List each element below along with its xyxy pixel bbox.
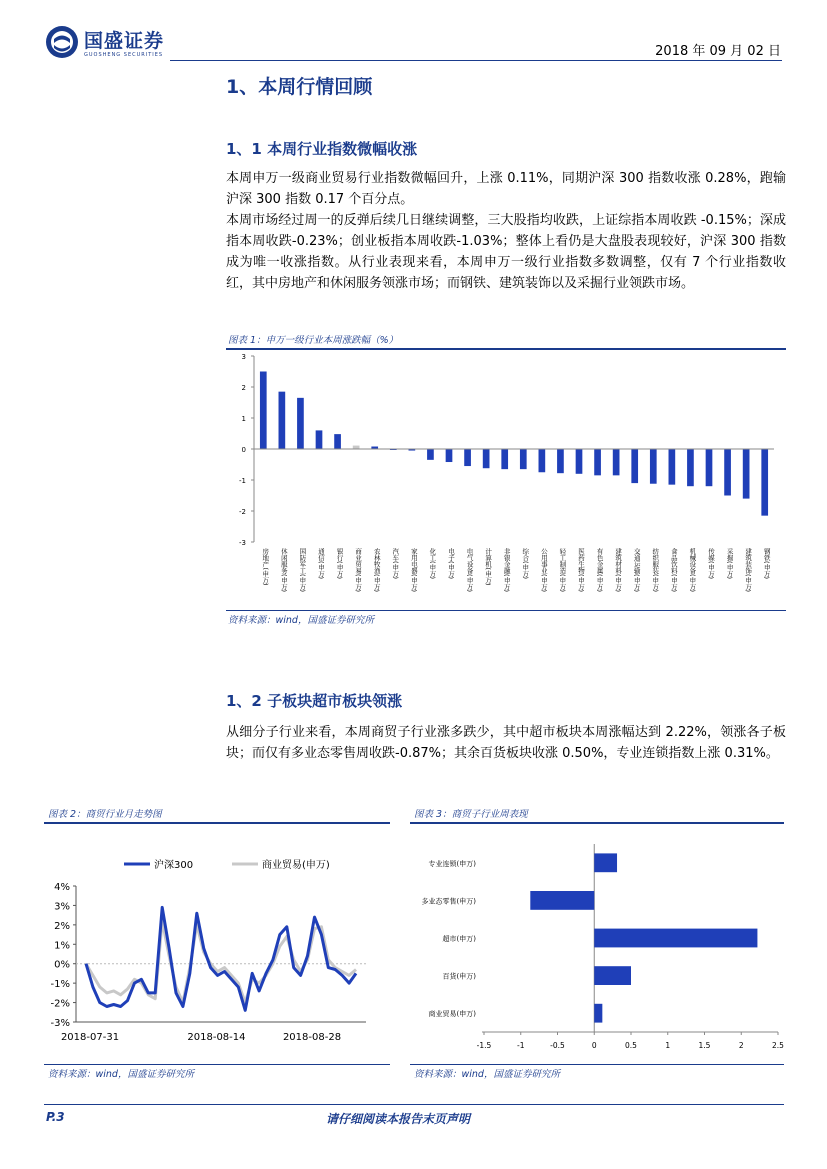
- logo-subtitle: GUOSHENG SECURITIES: [84, 52, 164, 58]
- bar: [353, 446, 360, 449]
- y-tick-label: 超市(申万): [442, 935, 476, 943]
- figure3-bottom-rule: [410, 1064, 784, 1065]
- x-tick-label: 采掘(申万): [725, 548, 734, 580]
- x-tick-label: 电子(申万): [447, 548, 455, 580]
- company-logo: [44, 24, 80, 60]
- bar: [706, 449, 713, 486]
- x-tick-label: 休闲服务(申万): [279, 548, 288, 593]
- series-line: [86, 921, 356, 1003]
- series-line: [86, 907, 356, 1010]
- figure1-caption: 图表 1：申万一级行业本周涨跌幅（%）: [228, 335, 399, 346]
- x-tick-label: 计算机(申万): [484, 548, 493, 586]
- x-tick-label: 交通运输(申万): [632, 548, 641, 593]
- bar: [743, 449, 750, 499]
- x-tick-label: 1.5: [698, 1041, 711, 1050]
- x-tick-label: 传媒(申万): [707, 548, 715, 580]
- figure2-source: 资料来源：wind，国盛证券研究所: [48, 1069, 194, 1080]
- bar: [631, 449, 638, 483]
- x-tick-label: 钢铁(申万): [762, 548, 771, 580]
- figure1-bottom-rule: [226, 610, 786, 611]
- bar: [539, 449, 546, 472]
- bar: [279, 392, 286, 449]
- x-tick-label: 0: [591, 1041, 597, 1050]
- paragraph-1: 本周申万一级商业贸易行业指数微幅回升，上涨 0.11%，同期沪深 300 指数收涨 0.28%，跑输沪深 300 指数 0.17 个百分点。: [226, 171, 786, 207]
- footer-disclaimer: 请仔细阅读本报告末页声明: [326, 1112, 471, 1126]
- x-tick-label: 汽车(申万): [391, 548, 400, 580]
- logo-icon: [44, 24, 80, 60]
- x-tick-label: 家用电器(申万): [409, 548, 418, 593]
- bar: [464, 449, 471, 466]
- y-tick-label: -1%: [50, 979, 70, 991]
- x-tick-label: -1: [517, 1041, 525, 1050]
- bar: [427, 449, 434, 460]
- x-tick-label: 纺织服装(申万): [651, 548, 660, 593]
- x-tick-label: 轻工制造(申万): [558, 548, 567, 593]
- y-tick-label: 1%: [54, 940, 70, 952]
- y-tick-label: 3%: [54, 901, 70, 913]
- y-tick-label: 4%: [54, 882, 70, 893]
- x-tick-label: 1: [665, 1041, 671, 1050]
- y-tick-label: -2: [239, 508, 246, 516]
- x-tick-label: 公用事业(申万): [539, 548, 548, 593]
- bar: [594, 853, 617, 872]
- bar: [530, 891, 594, 910]
- bar: [594, 929, 757, 948]
- paragraph-2: 本周市场经过周一的反弹后续几日继续调整，三大股指均收跌，上证综指本周收跌 -0.15%；深成指本周收跌-0.23%；创业板指本周收跌-1.03%；整体上看仍是大盘股表现较好，沪深 300 指数成为唯一收涨指数。从行业表现来看，本周申万一级行业指数多数调整，仅有 7 个行业指数收红，其中房地产和休闲服务领涨市场；而钢铁、建筑装饰以及采掘行业领跌市场。: [226, 213, 786, 291]
- header-rule: [170, 60, 782, 61]
- report-date: 2018 年 09 月 02 日: [655, 44, 781, 59]
- x-tick-label: 非银金融(申万): [502, 548, 511, 593]
- bar: [576, 449, 583, 474]
- x-tick-label: 房地产(申万): [261, 548, 270, 586]
- bar: [669, 449, 676, 485]
- x-tick-label: 建筑材料(申万): [614, 548, 623, 593]
- bar: [334, 434, 341, 449]
- bar: [594, 1004, 602, 1023]
- x-tick-label: -0.5: [550, 1041, 565, 1050]
- bar: [613, 449, 620, 475]
- figure3-caption: 图表 3：商贸子行业周表现: [414, 809, 528, 820]
- x-tick-label: 2018-08-28: [282, 1032, 342, 1043]
- y-tick-label: -3: [239, 539, 246, 547]
- x-tick-label: 机械设备(申万): [688, 548, 697, 593]
- bar: [594, 966, 631, 985]
- y-tick-label: 3: [241, 353, 246, 361]
- bar: [520, 449, 527, 469]
- subsection-title-1: 1、1 本周行业指数微幅收涨: [226, 140, 418, 158]
- bar: [687, 449, 694, 486]
- y-tick-label: 专业连锁(申万): [428, 859, 476, 868]
- x-tick-label: 2: [738, 1041, 744, 1050]
- page-number: P.3: [46, 1110, 65, 1124]
- figure1-source: 资料来源：wind，国盛证券研究所: [228, 615, 374, 626]
- x-tick-label: -1.5: [476, 1041, 492, 1050]
- x-tick-label: 0.5: [625, 1041, 637, 1050]
- x-tick-label: 商业贸易(申万): [354, 548, 363, 593]
- y-tick-label: -3%: [50, 1018, 70, 1029]
- y-tick-label: 2%: [54, 920, 70, 932]
- y-tick-label: -2%: [50, 998, 70, 1010]
- section-title: 1、本周行情回顾: [226, 76, 373, 98]
- bar: [483, 449, 490, 468]
- footer-rule: [44, 1104, 784, 1105]
- x-tick-label: 食品饮料(申万): [669, 548, 678, 593]
- logo-name: 国盛证券: [84, 30, 165, 52]
- figure2-bottom-rule: [44, 1064, 390, 1065]
- paragraph-3: 从细分子行业来看，本周商贸子行业涨多跌少，其中超市板块本周涨幅达到 2.22%，领涨各子板块；而仅有多业态零售周收跌-0.87%；其余百货板块收涨 0.50%，专业连锁指数上涨 0.31%。: [226, 725, 786, 761]
- y-tick-label: 1: [241, 415, 246, 423]
- y-tick-label: 0%: [54, 959, 70, 971]
- y-tick-label: 商业贸易(申万): [428, 1010, 476, 1019]
- x-tick-label: 农林牧渔(申万): [372, 548, 381, 593]
- bar: [650, 449, 657, 484]
- x-tick-label: 化工(申万): [428, 548, 437, 580]
- bar: [761, 449, 768, 516]
- bar: [260, 372, 267, 450]
- x-tick-label: 医药生物(申万): [577, 548, 585, 593]
- x-tick-label: 有色金属(申万): [595, 548, 604, 593]
- x-tick-label: 银行(申万): [335, 548, 344, 580]
- bar: [297, 398, 304, 449]
- x-tick-label: 通信(申万): [317, 548, 325, 580]
- y-tick-label: 多业态零售(申万): [421, 897, 476, 906]
- bar: [594, 449, 601, 475]
- x-tick-label: 综合(申万): [521, 548, 530, 580]
- figure2-caption: 图表 2：商贸行业月走势图: [48, 809, 162, 820]
- subsection-title-2: 1、2 子板块超市板块领涨: [226, 692, 403, 710]
- x-tick-label: 2.5: [772, 1041, 784, 1050]
- legend-label: 商业贸易(申万): [262, 860, 330, 871]
- x-tick-label: 建筑装饰(申万): [744, 548, 753, 593]
- x-tick-label: 2018-08-14: [187, 1032, 246, 1043]
- x-tick-label: 国防军工(申万): [298, 548, 307, 593]
- bar: [557, 449, 564, 473]
- bar: [724, 449, 731, 496]
- x-tick-label: 2018-07-31: [60, 1032, 120, 1043]
- legend-label: 沪深300: [154, 860, 194, 871]
- y-tick-label: 百货(申万): [442, 972, 476, 981]
- y-tick-label: 2: [241, 384, 246, 392]
- y-tick-label: 0: [241, 446, 246, 454]
- bar: [446, 449, 453, 462]
- y-tick-label: -1: [239, 477, 246, 485]
- bar: [316, 430, 323, 449]
- figure3-source: 资料来源：wind，国盛证券研究所: [414, 1069, 560, 1080]
- subindustry-bar-chart: [410, 824, 784, 1064]
- trend-line-chart: [44, 824, 390, 1064]
- x-tick-label: 电气设备(申万): [465, 548, 474, 593]
- bar: [501, 449, 508, 469]
- industry-bar-chart: [226, 350, 786, 610]
